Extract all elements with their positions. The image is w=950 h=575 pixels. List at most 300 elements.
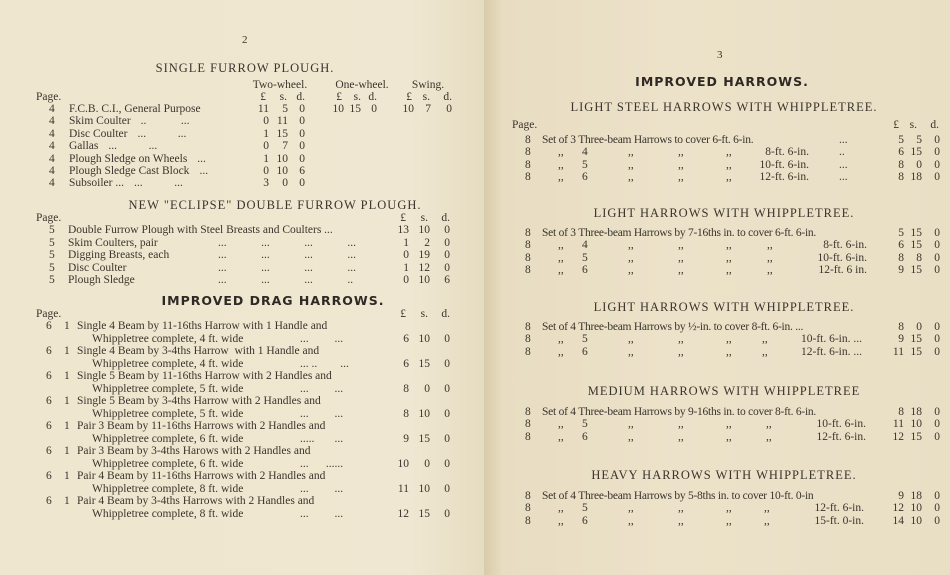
price-pence: 0 — [934, 227, 940, 239]
ditto-mark: ,, — [678, 263, 684, 276]
dot-leader: ... ... ... ... — [218, 236, 356, 249]
price-pence: 0 — [444, 261, 450, 274]
dot-leader: .. ... — [140, 115, 190, 128]
price-pounds: 11 — [892, 418, 904, 431]
price-pounds: 9 — [898, 263, 904, 276]
item-quantity: 1 — [64, 470, 70, 482]
item-name: Skim Coulters, pair — [68, 236, 158, 249]
price-shillings: 8 — [916, 251, 922, 264]
two-wheel-price-pounds: 3 — [263, 177, 269, 190]
price-pounds: 8 — [898, 321, 904, 333]
item-description: Set of 4 Three-beam Harrows by ½-in. to cover 8-ft. 6-in. ... — [542, 321, 804, 333]
item-size: 12-ft. 6-in. ... — [800, 345, 862, 358]
ditto-mark: ,, — [767, 263, 773, 276]
price-pence: 0 — [444, 236, 450, 249]
item-description: Set of 4 Three-beam Harrows by 5-8ths in. to cover 10-ft. 0-in — [542, 490, 814, 502]
price-pence: 0 — [934, 490, 940, 502]
item-page-number: 4 — [49, 115, 55, 128]
ditto-mark: ,, — [628, 251, 634, 264]
item-quantity: 5 — [582, 502, 588, 515]
ditto-mark: ,, — [764, 514, 770, 527]
dot-leader: ... ... — [300, 507, 344, 520]
item-name: Double Furrow Plough with Steel Breasts and Coulters ... — [68, 224, 333, 236]
item-page-number: 8 — [525, 430, 531, 443]
item-page-number: 6 — [46, 445, 52, 457]
ditto-mark: ,, — [678, 502, 684, 515]
item-label — [69, 165, 208, 178]
price-shillings: 10 — [910, 514, 922, 527]
price-pence: 0 — [934, 406, 940, 418]
ditto-mark: ,, — [678, 345, 684, 358]
item-name: Skim Coulter — [69, 115, 131, 128]
price-pounds: 11 — [892, 345, 904, 358]
ditto-mark: ,, — [558, 418, 564, 431]
section-title: HEAVY HARROWS WITH WHIPPLETREE. — [591, 468, 857, 482]
dot-leader: ... — [839, 134, 848, 146]
ditto-mark: ,, — [558, 170, 564, 183]
two-wheel-price-shillings: 5 — [282, 103, 288, 115]
item-page-number: 6 — [46, 345, 52, 357]
currency-pence: d. — [443, 91, 452, 103]
item-name: Plough Sledge Cast Block — [69, 165, 190, 177]
column-header-two-wheel: Two-wheel. — [252, 79, 308, 91]
ditto-mark: ,, — [678, 333, 684, 346]
dot-leader: ... ... — [108, 140, 158, 153]
item-page-number: 8 — [525, 227, 531, 239]
swing-price-shillings: 7 — [425, 103, 431, 115]
price-shillings: 10 — [418, 332, 430, 345]
ditto-mark: ,, — [762, 345, 768, 358]
item-label — [69, 128, 186, 141]
item-name: F.C.B. C.I., General Purpose — [69, 103, 201, 115]
price-shillings: 15 — [910, 239, 922, 252]
ditto-mark: ,, — [628, 239, 634, 252]
page-number: 3 — [717, 49, 723, 61]
item-description-continued: Whippletree complete, 8 ft. wide — [92, 482, 244, 495]
right-page — [484, 0, 950, 575]
dot-leader: ... ... — [133, 177, 183, 190]
item-page-number: 4 — [49, 127, 55, 140]
dot-leader: ... ... — [300, 482, 344, 495]
currency-pence: d. — [368, 91, 377, 103]
price-pounds: 8 — [403, 407, 409, 420]
price-shillings: 15 — [910, 227, 922, 239]
ditto-mark: ,, — [767, 239, 773, 252]
price-shillings: 15 — [910, 430, 922, 443]
price-shillings: 15 — [910, 345, 922, 358]
dot-leader: ... ... — [137, 127, 187, 140]
ditto-mark: ,, — [558, 514, 564, 527]
ditto-mark: ,, — [628, 333, 634, 346]
price-pence: 0 — [444, 457, 450, 470]
price-pounds: 0 — [403, 274, 409, 286]
price-pence: 0 — [934, 158, 940, 171]
price-shillings: 12 — [418, 261, 430, 274]
price-pence: 0 — [444, 482, 450, 495]
page-number: 2 — [242, 34, 248, 46]
price-shillings: 18 — [910, 170, 922, 183]
page-column-label: Page. — [36, 308, 62, 320]
price-pounds: 6 — [898, 146, 904, 159]
ditto-mark: ,, — [766, 418, 772, 431]
dot-leader: ..... ... — [300, 432, 344, 445]
price-pounds: 10 — [397, 457, 409, 470]
price-pence: 0 — [934, 502, 940, 515]
column-header-swing: Swing. — [411, 79, 445, 91]
price-pence: 0 — [444, 382, 450, 395]
ditto-mark: ,, — [678, 514, 684, 527]
two-wheel-price-pounds: 1 — [263, 127, 269, 140]
price-pounds: 8 — [898, 158, 904, 171]
two-wheel-price-pence: 0 — [299, 127, 305, 140]
item-quantity: 1 — [64, 395, 70, 407]
dot-leader: ... ... — [300, 407, 344, 420]
item-page-number: 5 — [49, 249, 55, 261]
item-page-number: 6 — [46, 320, 52, 332]
item-page-number: 4 — [49, 152, 55, 165]
item-size: 12-ft. 6-in. — [759, 170, 809, 183]
price-pence: 0 — [934, 134, 940, 146]
price-shillings: 15 — [910, 263, 922, 276]
ditto-mark: ,, — [558, 263, 564, 276]
currency-shillings: s. — [422, 91, 430, 103]
price-pounds: 8 — [403, 382, 409, 395]
ditto-mark: ,, — [678, 430, 684, 443]
item-page-number: 5 — [49, 274, 55, 286]
price-pence: 0 — [934, 321, 940, 333]
item-description: Pair 4 Beam by 3-4ths Harrows with 2 Handles and — [77, 495, 315, 507]
dot-leader: ... ...... — [300, 457, 344, 470]
ditto-mark: ,, — [678, 418, 684, 431]
dot-leader: ... .. ... — [300, 357, 349, 370]
item-page-number: 8 — [525, 490, 531, 502]
price-pounds: 8 — [898, 406, 904, 418]
two-wheel-price-pence: 0 — [299, 103, 305, 115]
price-shillings: 15 — [910, 333, 922, 346]
section-title: LIGHT HARROWS WITH WHIPPLETREE. — [593, 206, 855, 220]
currency-pounds: £ — [400, 212, 406, 224]
item-quantity: 5 — [582, 158, 588, 171]
ditto-mark: ,, — [628, 345, 634, 358]
ditto-mark: ,, — [726, 345, 732, 358]
ditto-mark: ,, — [726, 146, 732, 159]
price-pounds: 6 — [898, 239, 904, 252]
currency-pounds: £ — [406, 91, 412, 103]
dot-leader: ... ... ... ... — [218, 261, 356, 274]
ditto-mark: ,, — [628, 158, 634, 171]
price-pence: 0 — [934, 345, 940, 358]
page-column-label: Page. — [36, 91, 62, 103]
ditto-mark: ,, — [558, 251, 564, 264]
price-pounds: 0 — [403, 249, 409, 261]
price-shillings: 2 — [424, 236, 430, 249]
price-shillings: 10 — [418, 407, 430, 420]
item-label — [69, 140, 157, 153]
item-page-number: 4 — [49, 177, 55, 190]
item-description-continued: Whippletree complete, 6 ft. wide — [92, 432, 244, 445]
currency-shillings: s. — [353, 91, 361, 103]
price-pounds: 9 — [898, 490, 904, 502]
price-pence: 0 — [934, 251, 940, 264]
ditto-mark: ,, — [558, 430, 564, 443]
ditto-mark: ,, — [628, 430, 634, 443]
price-pounds: 6 — [403, 332, 409, 345]
ditto-mark: ,, — [767, 251, 773, 264]
item-quantity: 6 — [582, 170, 588, 183]
price-shillings: 10 — [418, 274, 430, 286]
section-title: LIGHT STEEL HARROWS WITH WHIPPLETREE. — [570, 100, 878, 114]
price-pence: 0 — [934, 170, 940, 183]
price-pounds: 12 — [892, 502, 904, 515]
price-shillings: 10 — [418, 482, 430, 495]
price-pence: 0 — [934, 239, 940, 252]
section-title: LIGHT HARROWS WITH WHIPPLETREE. — [593, 300, 855, 314]
section-title-eclipse-plough: NEW "ECLIPSE" DOUBLE FURROW PLOUGH. — [128, 198, 422, 212]
item-description-continued: Whippletree complete, 5 ft. wide — [92, 407, 244, 420]
currency-pence: d. — [441, 308, 450, 320]
item-quantity: 5 — [582, 251, 588, 264]
price-shillings: 15 — [910, 146, 922, 159]
price-shillings: 0 — [916, 158, 922, 171]
one-wheel-price-shillings: 15 — [349, 103, 361, 115]
item-page-number: 8 — [525, 158, 531, 171]
ditto-mark: ,, — [726, 239, 732, 252]
ditto-mark: ,, — [726, 430, 732, 443]
item-page-number: 8 — [525, 321, 531, 333]
ditto-mark: ,, — [726, 514, 732, 527]
currency-pence: d. — [930, 119, 939, 131]
two-wheel-price-pence: 6 — [299, 165, 305, 177]
price-pounds: 13 — [397, 224, 409, 236]
currency-shillings: s. — [909, 119, 917, 131]
price-pence: 0 — [444, 332, 450, 345]
dot-leader: ... ... ... ... — [218, 249, 356, 261]
item-quantity: 5 — [582, 333, 588, 346]
dot-leader: ... — [199, 165, 209, 177]
ditto-mark: ,, — [678, 146, 684, 159]
item-label — [69, 103, 211, 116]
item-page-number: 6 — [46, 395, 52, 407]
ditto-mark: ,, — [558, 345, 564, 358]
ditto-mark: ,, — [628, 170, 634, 183]
currency-pence: d. — [441, 212, 450, 224]
price-pounds: 12 — [892, 430, 904, 443]
item-page-number: 8 — [525, 406, 531, 418]
item-description-continued: Whippletree complete, 4 ft. wide — [92, 357, 244, 370]
item-page-number: 6 — [46, 470, 52, 482]
ditto-mark: ,, — [628, 263, 634, 276]
price-pence: 6 — [444, 274, 450, 286]
item-page-number: 8 — [525, 333, 531, 346]
ditto-mark: ,, — [558, 158, 564, 171]
item-page-number: 4 — [49, 140, 55, 153]
ditto-mark: ,, — [558, 146, 564, 159]
price-pence: 0 — [934, 146, 940, 159]
two-wheel-price-pounds: 0 — [263, 115, 269, 128]
item-description: Set of 4 Three-beam Harrows by 9-16ths in. to cover 8-ft. 6-in. — [542, 406, 817, 418]
item-description: Set of 3 Three-beam Harrows to cover 6-ft. 6-in. — [542, 134, 754, 146]
price-pence: 0 — [444, 507, 450, 520]
price-shillings: 15 — [418, 432, 430, 445]
ditto-mark: ,, — [628, 502, 634, 515]
ditto-mark: ,, — [628, 146, 634, 159]
ditto-mark: ,, — [628, 514, 634, 527]
price-shillings: 5 — [916, 134, 922, 146]
price-shillings: 15 — [418, 507, 430, 520]
price-shillings: 18 — [910, 406, 922, 418]
ditto-mark: ,, — [726, 170, 732, 183]
item-size: 8-ft. 6-in. — [765, 146, 809, 159]
ditto-mark: ,, — [726, 251, 732, 264]
price-shillings: 18 — [910, 490, 922, 502]
ditto-mark: ,, — [764, 502, 770, 515]
item-page-number: 6 — [46, 495, 52, 507]
item-quantity: 6 — [582, 345, 588, 358]
price-pounds: 1 — [403, 236, 409, 249]
price-pence: 0 — [934, 430, 940, 443]
ditto-mark: ,, — [678, 170, 684, 183]
item-quantity: 1 — [64, 370, 70, 382]
item-page-number: 5 — [49, 236, 55, 249]
two-wheel-price-pence: 0 — [299, 115, 305, 128]
price-pounds: 8 — [898, 170, 904, 183]
one-wheel-price-pounds: 10 — [332, 103, 344, 115]
ditto-mark: ,, — [558, 333, 564, 346]
currency-shillings: s. — [420, 308, 428, 320]
item-name: Gallas — [69, 140, 99, 153]
price-pence: 0 — [934, 333, 940, 346]
item-quantity: 1 — [64, 445, 70, 457]
price-pounds: 9 — [898, 333, 904, 346]
price-shillings: 15 — [418, 357, 430, 370]
ditto-mark: ,, — [558, 502, 564, 515]
ditto-mark: ,, — [726, 418, 732, 431]
item-size: 12-ft. 6-in. — [814, 502, 864, 515]
item-description: Pair 3 Beam by 3-4ths Harows with 2 Handles and — [77, 445, 311, 457]
item-page-number: 8 — [525, 514, 531, 527]
ditto-mark: ,, — [628, 418, 634, 431]
item-name: Disc Coulter — [68, 261, 127, 274]
ditto-mark: ,, — [766, 430, 772, 443]
item-size: 10-ft. 6-in. — [816, 418, 866, 431]
two-wheel-price-pence: 0 — [299, 140, 305, 153]
item-description-continued: Whippletree complete, 5 ft. wide — [92, 382, 244, 395]
two-wheel-price-shillings: 15 — [276, 127, 288, 140]
price-pence: 0 — [444, 407, 450, 420]
item-quantity: 4 — [582, 239, 588, 252]
dot-leader: ... ... ... .. — [218, 274, 354, 286]
dot-leader: ... ... — [300, 332, 344, 345]
price-pounds: 11 — [397, 482, 409, 495]
price-shillings: 10 — [910, 418, 922, 431]
item-name: Subsoiler ... — [69, 177, 124, 190]
price-pounds: 14 — [892, 514, 904, 527]
ditto-mark: ,, — [762, 333, 768, 346]
item-description: Set of 3 Three-beam Harrows by 7-16ths in. to cover 6-ft. 6-in. — [542, 227, 817, 239]
item-page-number: 8 — [525, 251, 531, 264]
item-description-continued: Whippletree complete, 8 ft. wide — [92, 507, 244, 520]
price-pence: 0 — [444, 357, 450, 370]
currency-pounds: £ — [260, 91, 266, 103]
item-name: Plough Sledge on Wheels — [69, 152, 188, 165]
price-shillings: 19 — [418, 249, 430, 261]
two-wheel-price-pounds: 0 — [263, 140, 269, 153]
ditto-mark: ,, — [558, 239, 564, 252]
price-shillings: 0 — [424, 382, 430, 395]
price-pounds: 8 — [898, 251, 904, 264]
price-pence: 0 — [444, 224, 450, 236]
item-name: Plough Sledge — [68, 274, 135, 286]
item-name: Disc Coulter — [69, 127, 128, 140]
item-page-number: 6 — [46, 370, 52, 382]
item-size: 15-ft. 0-in. — [814, 514, 864, 527]
item-quantity: 5 — [582, 418, 588, 431]
two-wheel-price-pounds: 11 — [257, 103, 269, 115]
two-wheel-price-shillings: 0 — [282, 177, 288, 190]
price-pounds: 6 — [403, 357, 409, 370]
item-page-number: 8 — [525, 146, 531, 159]
item-size: 10-ft. 6-in. — [817, 251, 867, 264]
swing-price-pence: 0 — [446, 103, 452, 115]
two-wheel-price-pence: 0 — [299, 177, 305, 190]
two-wheel-price-shillings: 10 — [276, 152, 288, 165]
item-quantity: 1 — [64, 320, 70, 332]
item-description: Single 4 Beam by 3-4ths Harrow with 1 Handle and — [77, 345, 320, 357]
item-size: 10-ft. 6-in. — [759, 158, 809, 171]
price-pounds: 5 — [898, 227, 904, 239]
page-title-improved-harrows: IMPROVED HARROWS. — [635, 74, 809, 89]
price-shillings: 10 — [910, 502, 922, 515]
two-wheel-price-shillings: 7 — [282, 140, 288, 153]
item-page-number: 5 — [49, 224, 55, 236]
dot-leader: ... — [197, 152, 206, 165]
item-quantity: 4 — [582, 146, 588, 159]
currency-pence: d. — [296, 91, 305, 103]
dot-leader: ... — [839, 158, 848, 171]
price-shillings: 0 — [916, 321, 922, 333]
item-page-number: 8 — [525, 239, 531, 252]
price-pounds: 12 — [397, 507, 409, 520]
item-description: Pair 4 Beam by 11-16ths Harrows with 2 Handles and — [77, 470, 326, 482]
dot-leader: ... ... — [300, 382, 344, 395]
item-page-number: 8 — [525, 134, 531, 146]
price-pounds: 5 — [898, 134, 904, 146]
item-quantity: 1 — [64, 420, 70, 432]
item-size: 12-ft. 6-in. — [816, 430, 866, 443]
item-page-number: 8 — [525, 263, 531, 276]
currency-shillings: s. — [279, 91, 287, 103]
item-label — [69, 177, 183, 190]
item-page-number: 8 — [525, 418, 531, 431]
price-shillings: 0 — [424, 457, 430, 470]
one-wheel-price-pence: 0 — [371, 103, 377, 115]
item-description: Single 5 Beam by 11-16ths Harrow with 2 Handles and — [77, 370, 332, 382]
item-page-number: 6 — [46, 420, 52, 432]
section-title-single-furrow-plough: SINGLE FURROW PLOUGH. — [155, 61, 335, 75]
ditto-mark: ,, — [726, 333, 732, 346]
price-pence: 0 — [934, 418, 940, 431]
item-quantity: 1 — [64, 495, 70, 507]
ditto-mark: ,, — [678, 239, 684, 252]
item-description-continued: Whippletree complete, 4 ft. wide — [92, 332, 244, 345]
dot-leader: .. — [839, 146, 845, 159]
item-description-continued: Whippletree complete, 6 ft. wide — [92, 457, 244, 470]
ditto-mark: ,, — [726, 263, 732, 276]
currency-shillings: s. — [420, 212, 428, 224]
price-pence: 0 — [934, 514, 940, 527]
item-label — [69, 115, 190, 128]
item-quantity: 6 — [582, 430, 588, 443]
